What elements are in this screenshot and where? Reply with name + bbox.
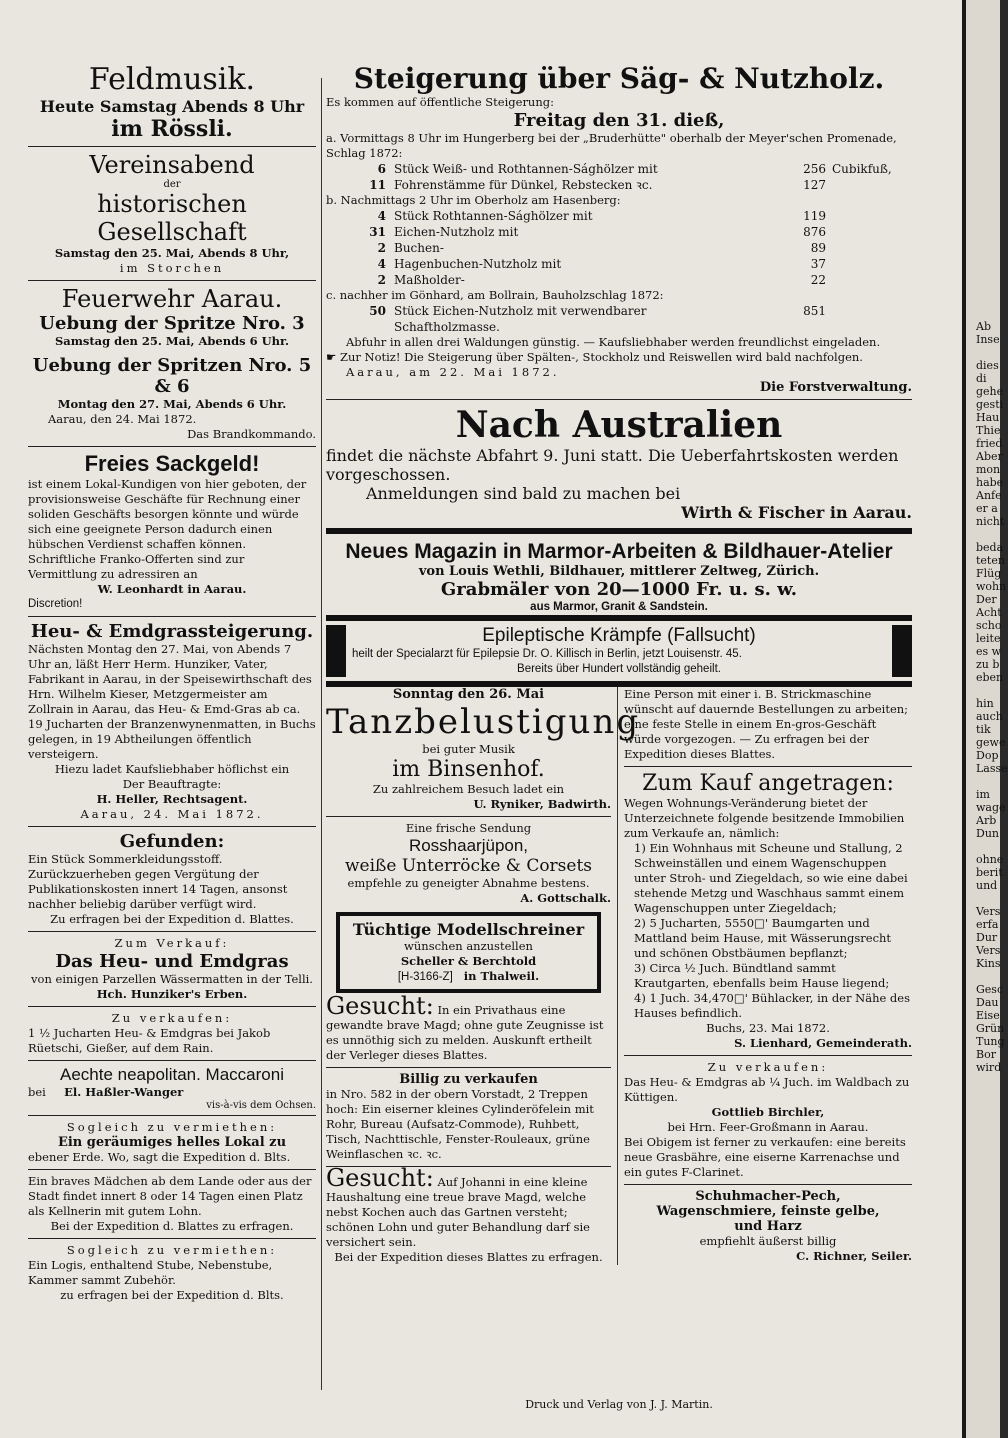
edge-text: hin xyxy=(976,697,994,710)
text: Buchs, 23. Mai 1872. xyxy=(706,1021,830,1035)
heading: Heu- & Emdgrassteigerung. xyxy=(30,621,314,642)
edge-text: Inse xyxy=(976,333,1000,346)
ad-lokal xyxy=(28,1120,316,1165)
text: Uebung der Spritzen Nro. 5 & 6 xyxy=(32,355,312,397)
text: Hiezu ladet Kaufsliebhaber höflichst ein xyxy=(54,762,290,776)
table-cell xyxy=(826,272,912,288)
ad-strickmaschine xyxy=(624,687,912,762)
edge-text: Bor xyxy=(976,1048,996,1061)
text xyxy=(28,1085,316,1100)
heading: Das Heu- und Emdgras xyxy=(55,951,289,972)
text: Eine Person mit einer i. B. Strickmaschine wünscht auf dauernde Bestellungen zu arbeiten; eine feste Stelle in einem En-gros-Geschäft würde vorgezogen. — Zu erfragen bei der Expedition dieses Blattes. xyxy=(624,687,909,761)
ad-epilepsie xyxy=(326,615,912,687)
edge-text: Dur xyxy=(976,931,998,944)
table-cell: 4 xyxy=(377,209,386,223)
ad-feuerwehr xyxy=(28,285,316,442)
text: Ein geräumiges helles Lokal zu xyxy=(57,1135,287,1150)
list-item: 1) Ein Wohnhaus mit Scheune und Stallung, 2 Schweinställen und einem Wagenschuppen unter Stroh- und Ziegeldach, so wie eine dabei stehende Metzg und Waschhaus sammt einem Wagenschuppen unter Ziegeldach; xyxy=(634,841,908,915)
edge-text: fried xyxy=(976,437,1003,450)
edge-text: Vers xyxy=(976,944,1001,957)
divider xyxy=(326,816,611,817)
edge-text: auch xyxy=(976,710,1003,723)
text: Zum Verkauf: xyxy=(114,936,230,950)
text: Freitag den 31. dieß, xyxy=(513,110,725,131)
text: Wirth & Fischer in Aarau. xyxy=(681,503,912,522)
ad-gesucht-2 xyxy=(326,1164,611,1265)
ad-magazin xyxy=(326,540,912,615)
text: heilt der Specialarzt für Epilepsie Dr. O. Killisch in Berlin, jetzt Louisenstr. 45. xyxy=(352,648,742,660)
ad-australien xyxy=(326,404,912,522)
edge-text xyxy=(976,528,1000,541)
ad-billig xyxy=(326,1072,611,1162)
text: weiße Unterröcke & Corsets xyxy=(344,856,593,876)
two-column-section xyxy=(326,687,912,1265)
text: bei Hrn. Feer-Großmann in Aarau. xyxy=(667,1120,869,1134)
table-cell xyxy=(826,240,912,256)
table-cell xyxy=(826,303,912,335)
edge-text: tik xyxy=(976,723,991,736)
text: Sogleich zu vermiethen: xyxy=(66,1243,278,1257)
text: Eine frische Sendung xyxy=(405,821,532,835)
edge-text: Acht xyxy=(976,606,1002,619)
text: Schriftliche Franko-Offerten sind zur Vermittlung zu adressiren an xyxy=(28,552,245,581)
ad-modellschreiner xyxy=(336,912,601,993)
table-cell: 876 xyxy=(803,225,826,239)
black-bar xyxy=(326,625,346,677)
table-cell: 11 xyxy=(369,178,386,192)
list-item: 2) 5 Jucharten, 5550□' Baumgarten und Mattland beim Hause, mit Wässerungsrecht und schönen Obstbäumen bepflanzt; xyxy=(634,916,892,960)
text: Aarau, am 22. Mai 1872. xyxy=(346,365,560,379)
edge-text: dies xyxy=(976,359,999,372)
sub-column-left xyxy=(326,687,641,1265)
text: Bei der Expedition d. Blattes zu erfragen. xyxy=(50,1219,294,1233)
text: Bei der Expedition dieses Blattes zu erfragen. xyxy=(334,1250,603,1264)
heading: Neues Magazin in Marmor-Arbeiten & Bildhauer-Atelier xyxy=(345,540,893,563)
black-bar xyxy=(892,625,912,677)
divider xyxy=(28,1169,316,1170)
edge-text: di xyxy=(976,372,987,385)
text: Zu zahlreichem Besuch ladet ein xyxy=(372,782,565,796)
text: bei xyxy=(28,1085,46,1099)
divider xyxy=(28,280,316,281)
text: W. Leonhardt in Aarau. xyxy=(97,582,247,596)
edge-text xyxy=(976,346,1000,359)
table-cell xyxy=(826,177,912,193)
edge-text xyxy=(976,840,1000,853)
text: S. Lienhard, Gemeinderath. xyxy=(734,1036,912,1050)
text: Anmeldungen sind bald zu machen bei xyxy=(366,484,681,503)
edge-text: Ab xyxy=(976,320,991,333)
adjacent-page-edge xyxy=(962,0,1008,1438)
text: Heute Samstag Abends 8 Uhr xyxy=(39,97,305,116)
table-c xyxy=(326,303,912,335)
sub-column-right xyxy=(618,687,912,1265)
table-cell: Fohrenstämme für Dünkel, Rebstecken ꝛc. xyxy=(394,178,653,192)
text xyxy=(346,969,591,985)
divider xyxy=(326,1067,611,1068)
table-cell: 2 xyxy=(377,273,386,287)
edge-text: leite xyxy=(976,632,1001,645)
text: Uebung der Spritze Nro. 3 xyxy=(39,313,305,334)
heading: Freies Sackgeld! xyxy=(84,451,260,476)
edge-text xyxy=(976,684,1000,697)
text: empfehle zu geneigter Abnahme bestens. xyxy=(347,876,590,890)
text: bei guter Musik xyxy=(422,742,515,756)
edge-text xyxy=(976,970,1000,983)
text: Schuhmacher-Pech, xyxy=(695,1189,841,1204)
text: U. Ryniker, Badwirth. xyxy=(473,797,611,811)
text: zu erfragen bei der Expedition d. Blts. xyxy=(60,1288,284,1302)
text: Ein Logis, enthaltend Stube, Nebenstube, Kammer sammt Zubehör. xyxy=(28,1258,273,1287)
edge-text: Dop xyxy=(976,749,999,762)
edge-text: Der xyxy=(976,593,997,606)
text: im Storchen xyxy=(119,261,225,275)
ad-sackgeld xyxy=(28,451,316,612)
text: Wegen Wohnungs-Veränderung bietet der Unterzeichnete folgende besitzende Immobilien zum Verkaufe an, nämlich: xyxy=(624,796,905,840)
table-cell xyxy=(826,224,912,240)
column-divider xyxy=(321,78,322,1390)
text: Zu erfragen bei der Expedition d. Blattes. xyxy=(50,912,294,926)
imprint: Druck und Verlag von J. J. Martin. xyxy=(525,1398,713,1411)
table-cell: 256 xyxy=(803,162,826,176)
heading: Tanzbelustigung xyxy=(326,702,641,742)
text: Wagenschmiere, feinste gelbe, xyxy=(656,1204,880,1219)
text: Auf Johanni in eine kleine Haushaltung eine treue brave Magd, welche nebst Kochen auch das Gartnen versteht; schönen Lohn und guter Behandlung darf sie versichert sein. xyxy=(326,1175,590,1249)
text: in Thalweil. xyxy=(463,969,540,983)
signature: Die Forstverwaltung. xyxy=(759,380,912,395)
table-cell: Stück Weiß- und Rothtannen-Sághölzer mit xyxy=(394,162,658,176)
edge-text: im xyxy=(976,788,990,801)
edge-text: Eise xyxy=(976,1009,1000,1022)
table-cell: 4 xyxy=(377,257,386,271)
text: Montag den 27. Mai, Abends 6 Uhr. xyxy=(57,397,287,411)
table-cell: Cubikfuß, xyxy=(832,162,892,176)
divider xyxy=(28,1006,316,1007)
text: El. Haßler-Wanger xyxy=(64,1085,184,1099)
heading: Feldmusik. xyxy=(88,62,256,97)
edge-text: berit xyxy=(976,866,1003,879)
table-cell: 6 xyxy=(377,162,386,176)
heading: Gesucht: xyxy=(326,992,434,1020)
edge-text: Tung xyxy=(976,1035,1005,1048)
text: Aarau, den 24. Mai 1872. xyxy=(48,412,197,426)
text: ist einem Lokal-Kundigen von hier geboten, der provisionsweise Geschäfte für Rechnung einer soliden Geschäfts besorgen könnte und würde sich eine geeignete Person dadurch einen hübschen Verdienst schaffen können. xyxy=(28,477,307,551)
text: vis-à-vis dem Ochsen. xyxy=(206,1100,316,1111)
text: Gottlieb Birchler, xyxy=(711,1105,825,1119)
edge-text: zu b xyxy=(976,658,1000,671)
table-row xyxy=(326,272,912,288)
text: Nächsten Montag den 27. Mai, von Abends 7 Uhr an, läßt Herr Herm. Hunziker, Vater, Fabrikant in Aarau, in der Speisewirthschaft des Hrn. Wilhelm Kieser, Metzgermeister am Zollrain in Aarau, das Heu- & Emd-Gras ab ca. 19 Jucharten der Branzenwynenmatten, in Buchs gelegen, in 19 Abtheilungen öffentlich versteigern. xyxy=(28,642,316,761)
text: Ein Stück Sommerkleidungsstoff. Zurückzuerheben gegen Vergütung der Publikationskosten innert 14 Tagen, ansonst nachher beliebig darüber verfügt wird. xyxy=(28,852,288,911)
ad-maccaroni xyxy=(28,1065,316,1111)
edge-text: wird xyxy=(976,1061,1002,1074)
edge-text: und xyxy=(976,879,998,892)
text: im Rössli. xyxy=(111,116,233,142)
table-cell: Maßholder- xyxy=(394,273,465,287)
table-cell: Stück Rothtannen-Sághölzer mit xyxy=(394,209,593,223)
ad-vereinsabend xyxy=(28,151,316,276)
text: Sogleich zu vermiethen: xyxy=(66,1120,278,1134)
ad-gesucht-1 xyxy=(326,992,611,1063)
edge-text: Vers xyxy=(976,905,1001,918)
table-row xyxy=(326,256,912,272)
edge-text: Dau xyxy=(976,996,999,1009)
text: Zu verkaufen: xyxy=(707,1060,829,1074)
ad-logis xyxy=(28,1243,316,1303)
text: Aarau, 24. Mai 1872. xyxy=(80,807,264,821)
heading: Billig zu verkaufen xyxy=(399,1072,538,1087)
heading: Gesucht: xyxy=(326,1164,434,1192)
text: aus Marmor, Granit & Sandstein. xyxy=(530,601,708,613)
table-cell: Hagenbuchen-Nutzholz mit xyxy=(394,257,562,271)
edge-text: eben xyxy=(976,671,1004,684)
edge-text: Gesc xyxy=(976,983,1004,996)
text: findet die nächste Abfahrt 9. Juni statt. Die Ueberfahrtskosten werden vorgeschossen. xyxy=(326,446,899,484)
text: Hch. Hunziker's Erben. xyxy=(96,987,248,1001)
edge-text: Grün xyxy=(976,1022,1005,1035)
divider xyxy=(326,528,912,534)
left-column xyxy=(28,62,316,1303)
table-cell: 851 xyxy=(803,304,826,318)
text: Bei Obigem ist ferner zu verkaufen: eine bereits neue Grasbähre, eine eiserne Karrenachse und ein gutes F-Clarinet. xyxy=(624,1135,906,1179)
text: im Binsenhof. xyxy=(392,757,545,782)
ad-verkauf-2 xyxy=(28,1011,316,1056)
edge-text: erfa xyxy=(976,918,999,931)
text: Es kommen auf öffentliche Steigerung: xyxy=(326,95,554,109)
divider xyxy=(624,1184,912,1185)
table-cell: 31 xyxy=(369,225,386,239)
text: c. nachher im Gönhard, am Bollrain, Bauholzschlag 1872: xyxy=(326,288,664,302)
edge-text: gesti xyxy=(976,398,1004,411)
edge-text: nicht xyxy=(976,515,1005,528)
heading: Tüchtige Modellschreiner xyxy=(352,920,585,939)
edge-text xyxy=(976,892,1000,905)
signature: Das Brandkommando. xyxy=(187,427,316,441)
table-cell: Buchen- xyxy=(394,241,444,255)
text: Scheller & Berchtold xyxy=(400,954,537,968)
text: Zu verkaufen: xyxy=(111,1011,233,1025)
edge-text: Arb xyxy=(976,814,997,827)
edge-text xyxy=(976,775,1000,788)
heading: Nach Australien xyxy=(455,404,783,446)
text: von einigen Parzellen Wässermatten in der Telli. xyxy=(31,972,313,986)
text: Samstag den 25. Mai, Abends 6 Uhr. xyxy=(54,334,290,348)
table-cell: Eichen-Nutzholz mit xyxy=(394,225,519,239)
table-cell: 127 xyxy=(803,178,826,192)
heading: Aechte neapolitan. Maccaroni xyxy=(60,1065,284,1084)
table-cell xyxy=(826,256,912,272)
edge-text: Hau xyxy=(976,411,1000,424)
divider xyxy=(28,146,316,147)
edge-text: gewe xyxy=(976,736,1006,749)
ad-zum-kauf xyxy=(624,771,912,1051)
ad-sendung xyxy=(326,821,611,906)
edge-text: habe xyxy=(976,476,1004,489)
edge-text: es w xyxy=(976,645,1002,658)
table-row xyxy=(326,240,912,256)
table-cell: 2 xyxy=(377,241,386,255)
text: Discretion! xyxy=(28,598,83,610)
text: Bereits über Hundert vollständig geheilt. xyxy=(517,663,721,675)
text: der xyxy=(163,179,181,190)
heading: Vereinsabend xyxy=(89,151,255,179)
ad-steigerung xyxy=(326,62,912,395)
text: ☛ Zur Notiz! Die Steigerung über Spälten-, Stockholz und Reiswellen wird bald nachfolgen. xyxy=(326,350,863,364)
text: a. Vormittags 8 Uhr im Hungerberg bei der „Bruderhütte" oberhalb der Meyer'schen Promenade, Schlag 1872: xyxy=(326,131,897,160)
ad-heu-steigerung xyxy=(28,621,316,822)
text: Das Heu- & Emdgras ab ¼ Juch. im Waldbach zu Küttigen. xyxy=(624,1075,910,1104)
text: H. Heller, Rechtsagent. xyxy=(96,792,248,806)
divider xyxy=(28,931,316,932)
table-row xyxy=(326,177,912,193)
table-cell xyxy=(826,208,912,224)
ad-maedchen xyxy=(28,1174,316,1234)
text: Samstag den 25. Mai, Abends 8 Uhr, xyxy=(54,246,290,260)
text: C. Richner, Seiler. xyxy=(796,1249,912,1263)
text: und Harz xyxy=(734,1219,802,1234)
text: wünschen anzustellen xyxy=(404,939,533,953)
table-a xyxy=(326,161,912,193)
text: b. Nachmittags 2 Uhr im Oberholz am Hasenberg: xyxy=(326,193,621,207)
table-cell: 89 xyxy=(810,241,826,255)
table-row xyxy=(326,208,912,224)
divider xyxy=(28,826,316,827)
edge-text: Flüg xyxy=(976,567,1002,580)
text: von Louis Wethli, Bildhauer, mittlerer Zeltweg, Zürich. xyxy=(418,564,820,579)
text: Abfuhr in allen drei Waldungen günstig. — Kaufsliebhaber werden freundlichst eingeladen. xyxy=(346,335,881,349)
ad-schuhmacher xyxy=(624,1189,912,1264)
edge-text: gehe xyxy=(976,385,1004,398)
edge-text: Thie xyxy=(976,424,1001,437)
list-item: 4) 1 Juch. 34,470□' Bühlacker, in der Nähe des Hauses befindlich. xyxy=(634,991,910,1020)
divider xyxy=(28,1115,316,1116)
edge-text: wohn xyxy=(976,580,1007,593)
table-cell: 37 xyxy=(810,257,826,271)
ad-verkaufen-3 xyxy=(624,1060,912,1180)
edge-text: er a xyxy=(976,502,998,515)
heading: Epileptische Krämpfe (Fallsucht) xyxy=(482,625,756,646)
text: 1 ½ Jucharten Heu- & Emdgras bei Jakob Rüetschi, Gießer, auf dem Rain. xyxy=(28,1026,271,1055)
ad-tanz xyxy=(326,687,641,812)
text: Ein braves Mädchen ab dem Lande oder aus der Stadt findet innert 8 oder 14 Tagen einen Platz als Kellnerin mit gutem Lohn. xyxy=(28,1174,312,1218)
edge-text: Lasse xyxy=(976,762,1008,775)
divider xyxy=(624,1055,912,1056)
text: Rosshaarjüpon, xyxy=(408,836,529,855)
edge-text: Aber xyxy=(976,450,1003,463)
text: Grabmäler von 20—1000 Fr. u. s. w. xyxy=(440,579,798,600)
table-cell: 50 xyxy=(369,304,386,318)
table-row xyxy=(326,224,912,240)
text: Der Beauftragte: xyxy=(122,777,222,791)
edge-text: beda xyxy=(976,541,1004,554)
text: [H-3166-Z] xyxy=(397,971,453,983)
edge-text: scho xyxy=(976,619,1002,632)
text: A. Gottschalk. xyxy=(520,891,611,905)
text: empfiehlt äußerst billig xyxy=(699,1234,837,1248)
divider xyxy=(28,446,316,447)
divider xyxy=(28,616,316,617)
ad-feldmusik xyxy=(28,62,316,142)
edge-text: wage xyxy=(976,801,1006,814)
heading: Zum Kauf angetragen: xyxy=(642,771,894,796)
heading: Feuerwehr Aarau. xyxy=(61,285,283,313)
table-b xyxy=(326,208,912,288)
heading: Steigerung über Säg- & Nutzholz. xyxy=(353,62,885,95)
ad-gefunden xyxy=(28,831,316,927)
heading: Gefunden: xyxy=(119,831,225,852)
divider xyxy=(624,766,912,767)
table-cell: 119 xyxy=(803,209,826,223)
divider xyxy=(326,399,912,400)
edge-text: Dun xyxy=(976,827,999,840)
table-row xyxy=(326,161,912,177)
list-item: 3) Circa ½ Juch. Bündtland sammt Krautgarten, ebenfalls beim Hause liegend; xyxy=(634,961,890,990)
ad-verkauf-1 xyxy=(28,936,316,1002)
text: In ein Privathaus eine gewandte brave Magd; ohne gute Zeugnisse ist es unnöthig sich zu melden. Auskunft ertheilt der Verleger dieses Blattes. xyxy=(326,1003,604,1062)
edge-text: mon xyxy=(976,463,1001,476)
edge-text: teten xyxy=(976,554,1005,567)
edge-text: Kins xyxy=(976,957,1001,970)
text: in Nro. 582 in der obern Vorstadt, 2 Treppen hoch: Ein eiserner kleines Cylinderöfelein mit Rohr, Bureau (Aufsatz-Commode), Ruhbett, Tisch, Nachttischle, Fenster-Rouleaux, grüne Weinflaschen ꝛc. ꝛc. xyxy=(326,1087,594,1161)
divider xyxy=(28,1238,316,1239)
edge-text: Anfe xyxy=(976,489,1002,502)
text: ebener Erde. Wo, sagt die Expedition d. Blts. xyxy=(28,1150,291,1164)
table-row xyxy=(326,303,912,335)
divider xyxy=(28,1060,316,1061)
table-cell: 22 xyxy=(810,273,826,287)
right-column xyxy=(326,62,912,1265)
table-cell: Stück Eichen-Nutzholz mit verwendbarer Schaftholzmasse. xyxy=(394,304,647,334)
heading: historischen Gesellschaft xyxy=(97,190,247,246)
edge-text: ohne xyxy=(976,853,1004,866)
text: Sonntag den 26. Mai xyxy=(392,687,545,702)
